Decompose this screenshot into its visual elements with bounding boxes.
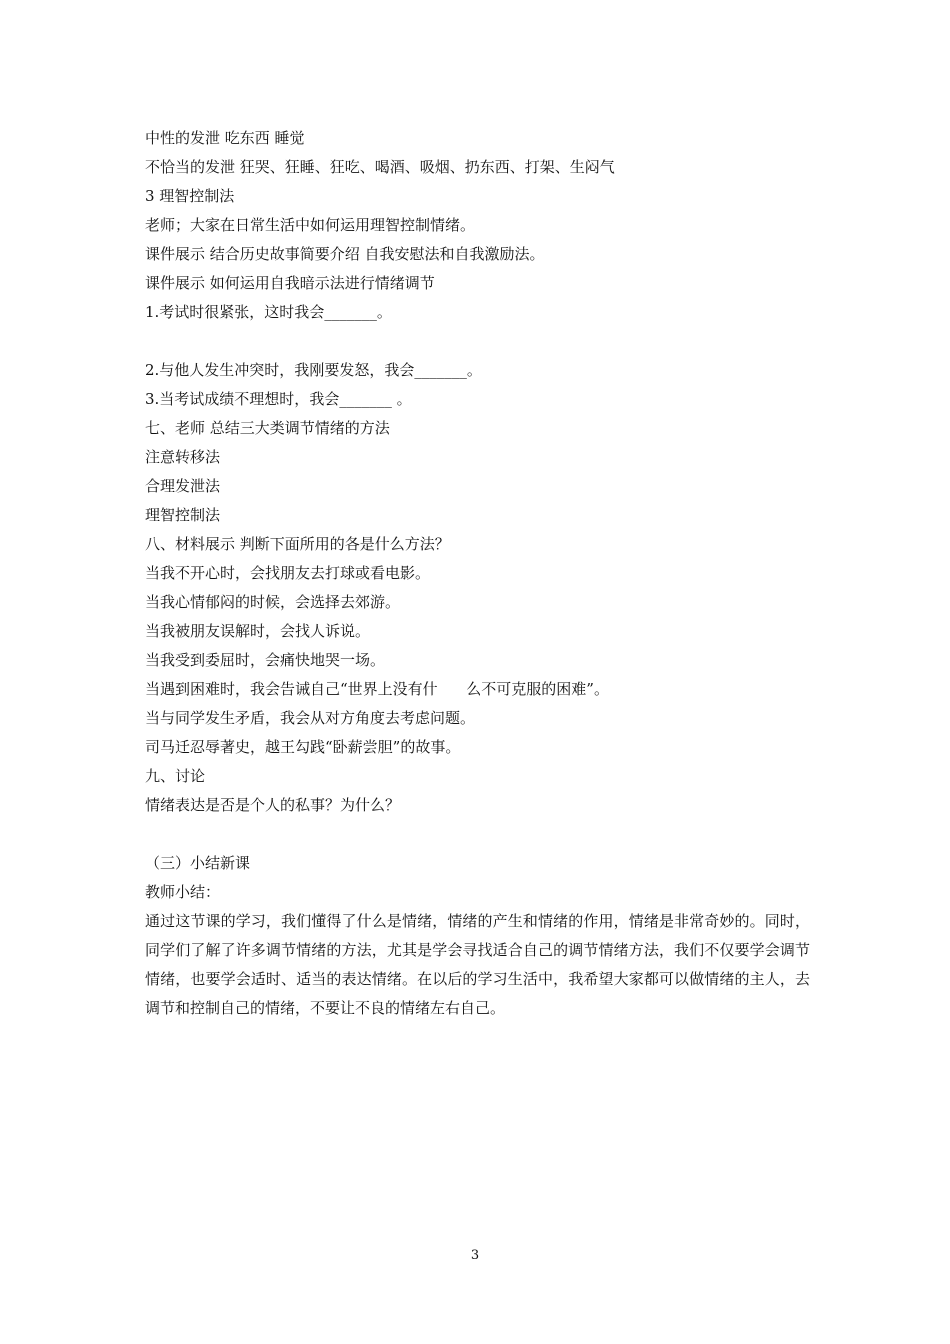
text-line: 当遇到困难时，我会告诫自己“世界上没有什 么不可克服的困难”。 — [145, 680, 609, 698]
text-line: 1.考试时很紧张，这时我会_______。 — [145, 303, 392, 321]
text-line: 课件展示 结合历史故事简要介绍 自我安慰法和自我激励法。 — [145, 245, 545, 263]
text-line: 中性的发泄 吃东西 睡觉 — [145, 129, 305, 147]
text-line: 教师小结： — [145, 883, 221, 901]
text-line: 当我不开心时，会找朋友去打球或看电影。 — [145, 564, 431, 582]
text-line: 当我受到委屈时，会痛快地哭一场。 — [145, 651, 386, 669]
text-line: 情绪表达是否是个人的私事？为什么？ — [145, 796, 401, 814]
text-line: 七、老师 总结三大类调节情绪的方法 — [145, 419, 390, 437]
text-line: 不恰当的发泄 狂哭、狂睡、狂吃、喝酒、吸烟、扔东西、打架、生闷气 — [145, 158, 615, 176]
text-line: 理智控制法 — [145, 506, 221, 524]
blank-line — [145, 327, 810, 356]
summary-paragraph: 通过这节课的学习，我们懂得了什么是情绪，情绪的产生和情绪的作用，情绪是非常奇妙的。同时，同学们了解了许多调节情绪的方法，尤其是学会寻找适合自己的调节情绪方法，我们不仅要学会调节情绪，也要学会适时、适当的表达情绪。在以后的学习生活中，我希望大家都可以做情绪的主人，去调节和控制自己的情绪，不要让不良的情绪左右自己。 — [145, 912, 810, 1017]
text-line: 3.当考试成绩不理想时，我会_______ 。 — [145, 390, 412, 408]
text-line: 当我心情郁闷的时候，会选择去郊游。 — [145, 593, 401, 611]
text-line: 当与同学发生矛盾，我会从对方角度去考虑问题。 — [145, 709, 476, 727]
page-number: 3 — [470, 1248, 480, 1263]
text-line: 八、材料展示 判断下面所用的各是什么方法？ — [145, 535, 450, 553]
page-content — [145, 124, 810, 1023]
text-line: 老师；大家在日常生活中如何运用理智控制情绪。 — [145, 216, 476, 234]
text-line: 2.与他人发生冲突时，我刚要发怒，我会_______。 — [145, 361, 482, 379]
text-line: 九、讨论 — [145, 767, 206, 785]
text-line: 注意转移法 — [145, 448, 221, 466]
text-line: （三）小结新课 — [145, 854, 251, 872]
text-line: 当我被朋友误解时，会找人诉说。 — [145, 622, 371, 640]
blank-line — [145, 820, 810, 849]
text-line: 3 理智控制法 — [145, 187, 235, 205]
text-line: 司马迁忍辱著史，越王勾践“卧薪尝胆”的故事。 — [145, 738, 461, 756]
text-line: 合理发泄法 — [145, 477, 221, 495]
text-line: 课件展示 如何运用自我暗示法进行情绪调节 — [145, 274, 435, 292]
